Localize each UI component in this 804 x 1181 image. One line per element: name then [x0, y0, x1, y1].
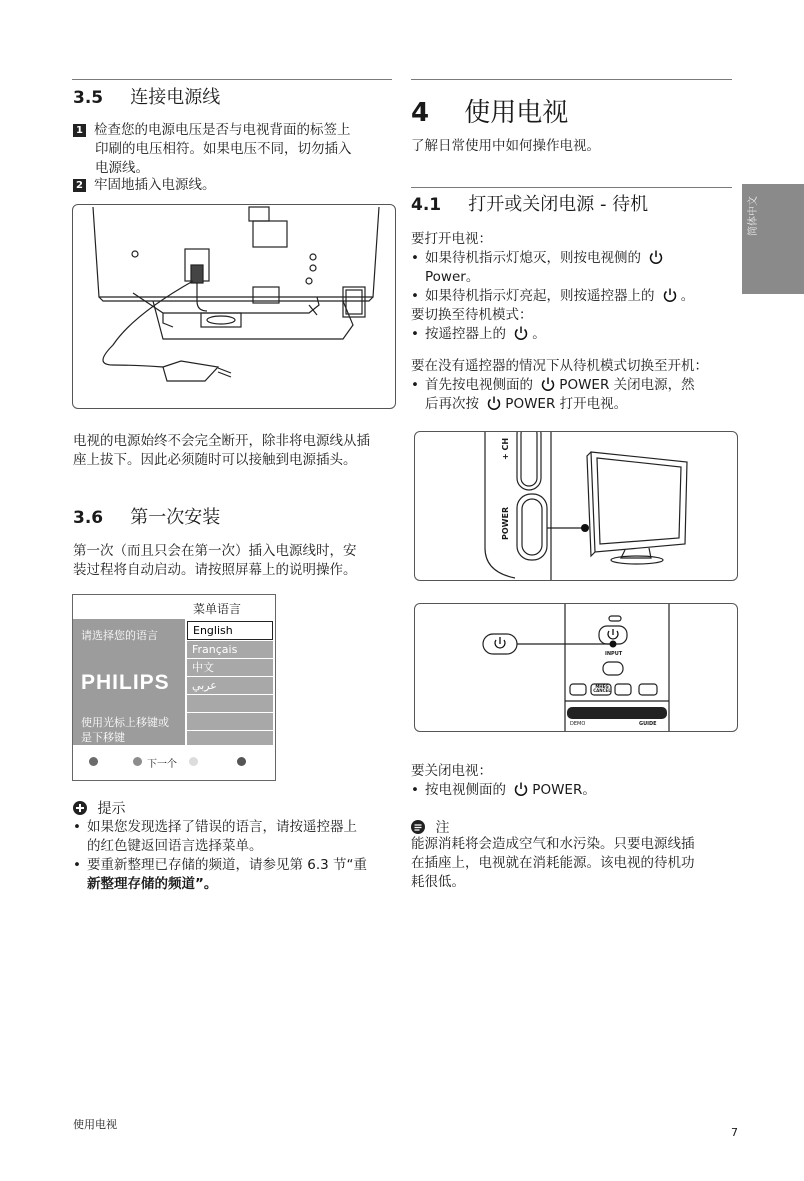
instruction-text: POWER 打开电视。: [505, 396, 628, 412]
menu-option-english[interactable]: English: [187, 621, 273, 640]
section-divider: [411, 187, 732, 188]
instruction-item: • 按电视侧面的 POWER。: [411, 782, 596, 798]
instruction-text: 如果待机指示灯熄灭，则按电视侧的: [425, 250, 641, 266]
instruction-text: 如果待机指示灯亮起，则按遥控器上的: [425, 288, 655, 304]
power-icon: [513, 325, 529, 341]
section-number: 4.1: [411, 195, 442, 215]
instruction-title: 要打开电视：: [411, 231, 492, 247]
chapter-intro: 了解日常使用中如何操作电视。: [411, 138, 600, 154]
menu-option-empty: [187, 731, 273, 745]
instruction-text: 。: [680, 288, 695, 304]
menu-option-arabic[interactable]: عربي: [187, 677, 273, 694]
guide-label: GUIDE: [639, 721, 657, 727]
step-text: 印刷的电压相符。如果电压不同，切勿插入: [95, 141, 352, 157]
instruction-text: POWER 关闭电源，然: [559, 377, 695, 393]
tip-line: 的红色键返回语言选择菜单。: [87, 838, 263, 854]
channel-label: + CH: [501, 437, 510, 460]
menu-left-panel: [73, 619, 185, 745]
note-text: [411, 835, 736, 892]
page-number: 7: [731, 1126, 738, 1139]
tips-list: [73, 818, 397, 894]
section-title: 连接电源线: [130, 87, 221, 108]
menu-option-empty: [187, 695, 273, 712]
instruction-text: 按电视侧面的: [425, 782, 506, 798]
tips-heading: [73, 798, 125, 818]
remote-power-illustration: [414, 603, 738, 732]
menu-language-screen: [72, 594, 276, 781]
tip-line: 要重新整理已存储的频道，请参见第 6.3 节“重: [87, 857, 368, 873]
step-number: 2: [73, 179, 86, 192]
step-text: 电源线。: [95, 160, 149, 176]
chapter-number: 4: [411, 98, 430, 128]
instruction-text: 。: [532, 326, 546, 342]
power-cord-illustration: [72, 204, 396, 409]
note-heading: [411, 817, 449, 837]
install-text: [73, 542, 395, 580]
hint-line: 是下移键: [81, 731, 125, 744]
note-line: 耗很低。: [411, 874, 465, 890]
chapter-4-heading: [411, 92, 568, 129]
tip-line: 新整理存储的频道”。: [87, 876, 218, 892]
instruction-title: 要关闭电视：: [411, 763, 492, 779]
power-icon: [486, 395, 502, 411]
language-tab-label: 简体中文: [748, 196, 759, 236]
instruction-text: Power。: [425, 269, 480, 285]
note-line: 在插座上，电视就在消耗能源。该电视的待机功: [411, 855, 695, 871]
note-line: 电视的电源始终不会完全断开，除非将电源线从插: [73, 433, 370, 449]
mheg-cancel-label: MHEG CANCEL: [593, 684, 611, 693]
section-divider: [411, 79, 732, 80]
menu-prompt: 请选择您的语言: [81, 629, 158, 642]
philips-logo: PHILIPS: [81, 671, 170, 694]
section-4-1-heading: [411, 190, 648, 216]
instruction-text: POWER。: [532, 782, 596, 798]
instruction-title: 要在没有遥控器的情况下从待机模式切换至开机：: [411, 358, 708, 374]
power-icon: [662, 287, 678, 303]
step-2: [73, 176, 216, 195]
section-title: 打开或关闭电源 - 待机: [468, 194, 649, 215]
no-remote-instructions: [411, 357, 736, 414]
menu-hint: [81, 715, 169, 745]
note-line: 座上拔下。因此必须随时可以接触到电源插头。: [73, 452, 357, 468]
instruction-text: 首先按电视侧面的: [425, 377, 533, 393]
instruction-text: 后再次按: [425, 396, 479, 412]
demo-label: DEMO: [570, 721, 586, 727]
power-off-instructions: [411, 762, 736, 800]
tip-item: • 如果您发现选择了错误的语言，请按遥控器上 的红色键返回语言选择菜单。: [73, 819, 357, 854]
menu-option-empty: [187, 713, 273, 730]
power-icon: [540, 376, 556, 392]
hint-line: 使用光标上移键或: [81, 716, 169, 729]
section-number: 3.6: [73, 508, 104, 528]
power-on-instructions: [411, 230, 736, 344]
menu-option-francais[interactable]: Français: [187, 641, 273, 658]
body-line: 第一次（而且只会在第一次）插入电源线时，安: [73, 543, 357, 559]
menu-color-keys: [73, 745, 273, 778]
step-1: [73, 121, 395, 178]
instruction-item: • 按遥控器上的 。: [411, 326, 546, 342]
power-icon: [648, 249, 664, 265]
section-3-5-heading: [73, 83, 220, 109]
menu-header: 菜单语言: [193, 602, 242, 616]
instruction-text: 按遥控器上的: [425, 326, 506, 342]
body-line: 装过程将自动启动。请按照屏幕上的说明操作。: [73, 562, 357, 578]
menu-option-chinese[interactable]: 中文: [187, 659, 273, 676]
note-icon: [411, 820, 425, 834]
language-side-tab: [742, 184, 804, 294]
step-text: 牢固地插入电源线。: [94, 177, 216, 193]
next-label: 下一个: [147, 759, 177, 770]
tip-plus-icon: [73, 801, 87, 815]
power-note: [73, 432, 395, 470]
instruction-item: • 如果待机指示灯熄灭，则按电视侧的 Power。: [411, 249, 736, 287]
section-number: 3.5: [73, 88, 104, 108]
input-label: INPUT: [605, 651, 623, 657]
tv-side-power-illustration: [414, 431, 738, 581]
section-title: 第一次安装: [130, 507, 221, 528]
tips-title: 提示: [97, 801, 126, 817]
instruction-item: • 首先按电视侧面的 POWER 关闭电源，然 后再次按 POWER 打开电视。: [411, 377, 695, 412]
note-line: 能源消耗将会造成空气和水污染。只要电源线插: [411, 836, 695, 852]
yellow-key-dot[interactable]: [189, 757, 198, 766]
green-key-dot[interactable]: [133, 757, 142, 766]
section-divider: [72, 79, 392, 80]
power-icon: [513, 781, 529, 797]
red-key-dot[interactable]: [89, 757, 98, 766]
tv-power-label: POWER: [501, 506, 510, 540]
tip-item: • 要重新整理已存储的频道，请参见第 6.3 节“重 新整理存储的频道”。: [73, 857, 368, 892]
footer-chapter: 使用电视: [73, 1118, 117, 1131]
step-text: 检查您的电源电压是否与电视背面的标签上: [94, 122, 351, 138]
blue-key-dot[interactable]: [237, 757, 246, 766]
step-number: 1: [73, 124, 86, 137]
note-title: 注: [435, 820, 450, 836]
chapter-title: 使用电视: [464, 98, 569, 128]
section-3-6-heading: [73, 503, 220, 529]
instruction-item: • 如果待机指示灯亮起，则按遥控器上的 。: [411, 288, 695, 304]
tip-line: 如果您发现选择了错误的语言，请按遥控器上: [87, 819, 357, 835]
instruction-title: 要切换至待机模式：: [411, 307, 533, 323]
